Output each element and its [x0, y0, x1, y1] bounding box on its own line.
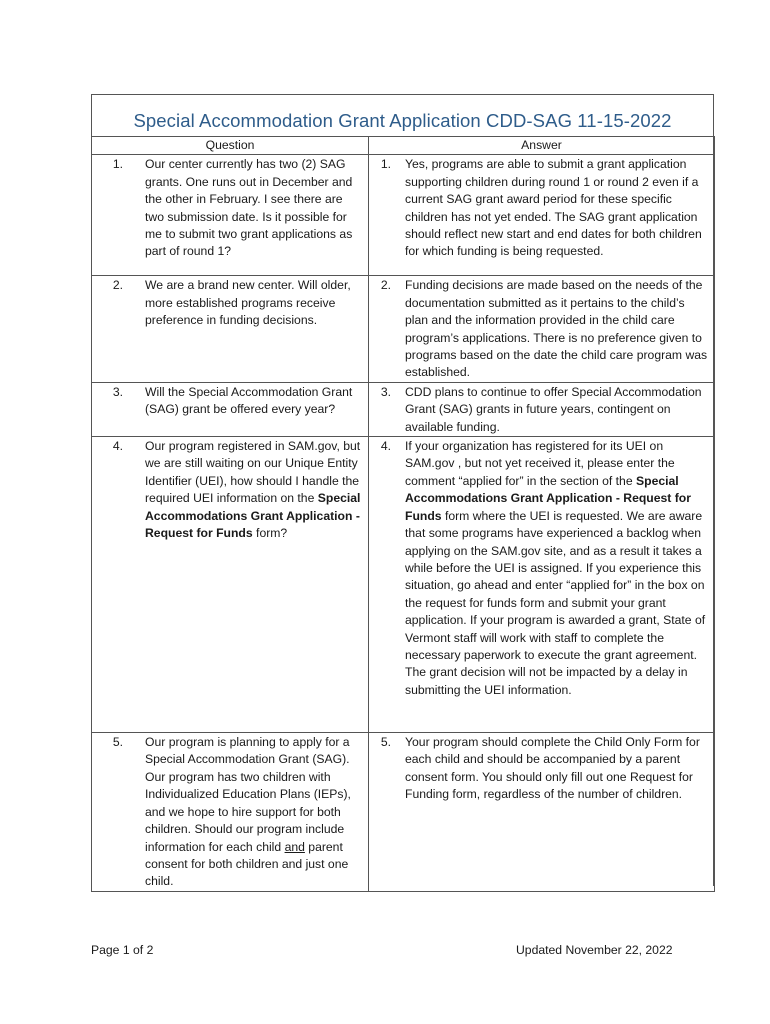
answer-text: Yes, programs are able to submit a grant application supporting children during round 1 or round 2 even if a current SAG grant award period for these specific children has not yet ended. The SAG grant application should reflect new start and end dates for both children for which funding is being requested. — [405, 157, 702, 259]
answer-number: 4. — [380, 439, 391, 454]
answer-number: 3. — [380, 384, 391, 399]
question-number: 3. — [112, 384, 123, 399]
answer-text: Funding decisions are made based on the needs of the documentation submitted as it pertains to the child’s plan and the information provided in the child care program’s applications. There is no preference given to programs based on the date the child care program was established. — [405, 278, 708, 380]
question-cell — [92, 733, 369, 892]
answer-text-part: If your organization has registered for its UEI on SAM.gov , but not yet received it, please enter the comment “applied for” in the section of the — [405, 439, 675, 488]
question-column-header: Question — [92, 137, 369, 155]
page-number: Page 1 of 2 — [91, 943, 154, 957]
question-form-name: Special Accommodations Grant Application - Request for Funds — [145, 491, 361, 541]
question-text — [145, 734, 364, 891]
table-header-row — [92, 137, 715, 155]
answer-cell — [369, 155, 715, 276]
question-cell — [92, 276, 369, 382]
answer-cell — [369, 382, 715, 436]
question-text-part: Our program is planning to apply for a Special Accommodation Grant (SAG). Our program has two children with Individualized Education Plans (IEPs), and we hope to hire support for both children. Should our program include information for each child — [145, 735, 351, 854]
question-number: 1. — [112, 157, 123, 172]
question-text: Our center currently has two (2) SAG grants. One runs out in December and the other in February. I see there are two submission date. Is it possible for me to submit two grant applications as part of round 1? — [145, 157, 353, 259]
answer-number: 1. — [380, 157, 391, 172]
answer-cell — [369, 733, 715, 892]
question-cell — [92, 382, 369, 436]
answer-number: 2. — [380, 278, 391, 293]
table-row — [92, 382, 715, 436]
answer-cell — [369, 437, 715, 733]
answer-form-name: Special Accommodations Grant Application - Request for Funds — [405, 473, 691, 523]
answer-text-part: form where the UEI is requested. We are aware that some programs have experienced a backlog when applying on the SAM.gov site, and as a result it takes a while before the UEI is assigned. If you experience this situation, go ahead and enter “applied for” in the box on the request for funds form and submit your grant application. If your program is awarded a grant, State of Vermont staff will work with staff to complete the necessary paperwork to execute the grant agreement. The grant decision will not be impacted by a delay in submitting the UEI information. — [405, 508, 706, 697]
question-text-part: Our program registered in SAM.gov, but we are still waiting on our Unique Entity Identifier (UEI), how should I handle the required UEI information on the — [145, 439, 361, 506]
answer-text: Your program should complete the Child Only Form for each child and should be accompanied by a parent consent form. You should only fill out one Request for Funding form, regardless of the number of children. — [405, 735, 700, 802]
question-text: We are a brand new center. Will older, more established programs receive preference in funding decisions. — [145, 278, 351, 328]
question-number: 5. — [112, 735, 123, 750]
updated-date: Updated November 22, 2022 — [516, 943, 673, 957]
question-number: 4. — [112, 439, 123, 454]
table-row — [92, 155, 715, 276]
answer-text — [405, 438, 710, 699]
question-cell — [92, 155, 369, 276]
answer-number: 5. — [380, 735, 391, 750]
question-number: 2. — [112, 278, 123, 293]
document-title: Special Accommodation Grant Application CDD-SAG 11-15-2022 — [133, 110, 672, 131]
answer-text: CDD plans to continue to offer Special Accommodation Grant (SAG) grants in future years, contingent on available funding. — [405, 384, 702, 434]
question-text-part: parent consent for both children and just one child. — [145, 839, 349, 889]
question-text: Will the Special Accommodation Grant (SAG) grant be offered every year? — [145, 384, 353, 417]
table-row — [92, 733, 715, 892]
question-text — [145, 438, 364, 542]
question-cell — [92, 437, 369, 733]
answer-cell — [369, 276, 715, 382]
question-text-part: form? — [252, 526, 288, 541]
table-row — [92, 437, 715, 733]
table-row — [92, 276, 715, 382]
underlined-word: and — [284, 839, 305, 854]
faq-table — [91, 136, 715, 892]
answer-column-header: Answer — [369, 137, 715, 155]
